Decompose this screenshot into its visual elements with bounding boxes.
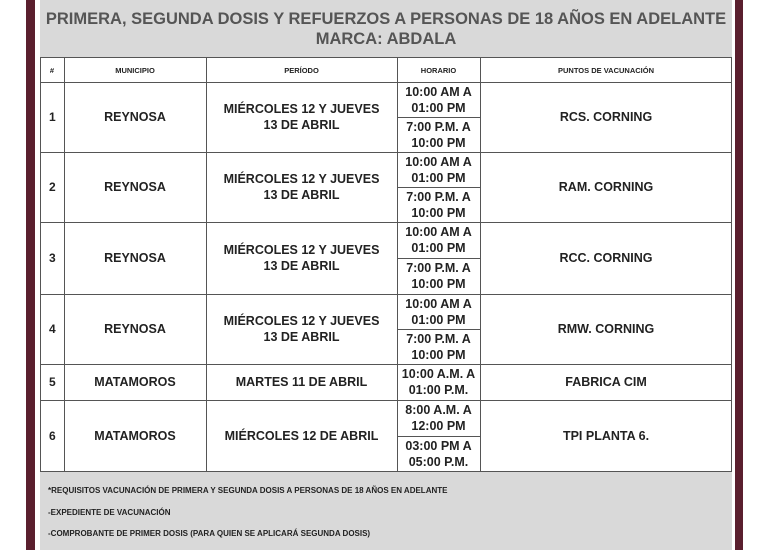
row-6-num: 6 [49, 429, 56, 443]
grid-line [40, 152, 732, 153]
title-line-1: PRIMERA, SEGUNDA DOSIS Y REFUERZOS A PERSONAS DE 18 AÑOS EN ADELANTE [45, 10, 727, 28]
row-3-num: 3 [49, 251, 56, 265]
row-5-periodo: MARTES 11 DE ABRIL [235, 375, 368, 389]
row-6-horario-1: 8:00 A.M. A 12:00 PM [405, 403, 472, 433]
vaccination-schedule-sheet [40, 0, 732, 550]
row-5-num: 5 [49, 375, 56, 389]
row-3-horario-1: 10:00 AM A 01:00 PM [405, 225, 472, 255]
header-municipio: MUNICIPIO [115, 65, 155, 75]
row-4-horario-2: 7:00 P.M. A 10:00 PM [406, 331, 471, 362]
grid-line [397, 436, 480, 437]
grid-line [40, 58, 41, 472]
grid-line [40, 294, 732, 295]
grid-line [64, 58, 65, 472]
row-1-punto: RCS. CORNING [559, 110, 653, 124]
row-1-num: 1 [49, 110, 56, 124]
row-5-horario-1: 10:00 A.M. A 01:00 P.M. [401, 367, 476, 397]
header-num: # [49, 65, 55, 75]
row-1-municipio: REYNOSA [104, 110, 166, 124]
row-1-horario-1: 10:00 AM A 01:00 PM [405, 84, 472, 115]
schedule-title [40, 0, 732, 58]
right-border-stripe [735, 0, 743, 550]
header-periodo: PERÍODO [284, 65, 319, 75]
requirements-section [40, 472, 732, 550]
row-2-horario-2: 7:00 P.M. A 10:00 PM [406, 189, 471, 220]
row-5-punto: FABRICA CIM [565, 375, 647, 389]
grid-line [40, 82, 732, 83]
row-5-municipio: MATAMOROS [94, 375, 176, 389]
row-6-municipio: MATAMOROS [94, 429, 176, 443]
row-1-periodo: MIÉRCOLES 12 Y JUEVES 13 DE ABRIL [223, 102, 380, 132]
row-4-punto: RMW. CORNING [557, 322, 655, 336]
right-border [735, 0, 770, 550]
grid-line [397, 258, 480, 259]
row-3-municipio: REYNOSA [104, 251, 166, 265]
header-puntos: PUNTOS DE VACUNACIÓN [558, 65, 654, 75]
row-2-horario-1: 10:00 AM A 01:00 PM [405, 154, 472, 185]
row-2-periodo: MIÉRCOLES 12 Y JUEVES 13 DE ABRIL [223, 172, 380, 202]
row-6-periodo: MIÉRCOLES 12 DE ABRIL [224, 429, 379, 443]
grid-line [731, 58, 732, 472]
title-line-2: MARCA: ABDALA [315, 30, 457, 48]
grid-line [397, 187, 480, 188]
requirement-item-1: -EXPEDIENTE DE VACUNACIÓN [48, 508, 171, 517]
grid-line [40, 222, 732, 223]
row-3-punto: RCC. CORNING [559, 251, 653, 265]
grid-line [40, 364, 732, 365]
row-4-municipio: REYNOSA [104, 322, 166, 336]
row-4-horario-1: 10:00 AM A 01:00 PM [405, 296, 472, 327]
row-2-num: 2 [49, 180, 56, 194]
row-2-punto: RAM. CORNING [558, 180, 654, 194]
row-6-punto: TPI PLANTA 6. [562, 429, 650, 443]
row-3-horario-2: 7:00 P.M. A 10:00 PM [406, 261, 471, 291]
grid-line [206, 58, 207, 472]
requirements-title: *REQUISITOS VACUNACIÓN DE PRIMERA Y SEGUNDA DOSIS A PERSONAS DE 18 AÑOS EN ADELANTE [48, 486, 448, 495]
grid-line [397, 117, 480, 118]
grid-line [397, 58, 398, 472]
row-3-periodo: MIÉRCOLES 12 Y JUEVES 13 DE ABRIL [223, 243, 380, 273]
grid-line [40, 400, 732, 401]
requirement-item-2: -COMPROBANTE DE PRIMER DOSIS (PARA QUIEN SE APLICARÁ SEGUNDA DOSIS) [48, 529, 371, 538]
row-4-num: 4 [49, 322, 56, 336]
header-horario: HORARIO [420, 65, 457, 75]
row-4-periodo: MIÉRCOLES 12 Y JUEVES 13 DE ABRIL [223, 314, 380, 344]
row-1-horario-2: 7:00 P.M. A 10:00 PM [406, 119, 471, 150]
left-border-stripe [26, 0, 35, 550]
row-2-municipio: REYNOSA [104, 180, 166, 194]
row-6-horario-2: 03:00 PM A 05:00 P.M. [405, 439, 472, 469]
grid-line [480, 58, 481, 472]
left-border [0, 0, 32, 550]
grid-line [397, 329, 480, 330]
